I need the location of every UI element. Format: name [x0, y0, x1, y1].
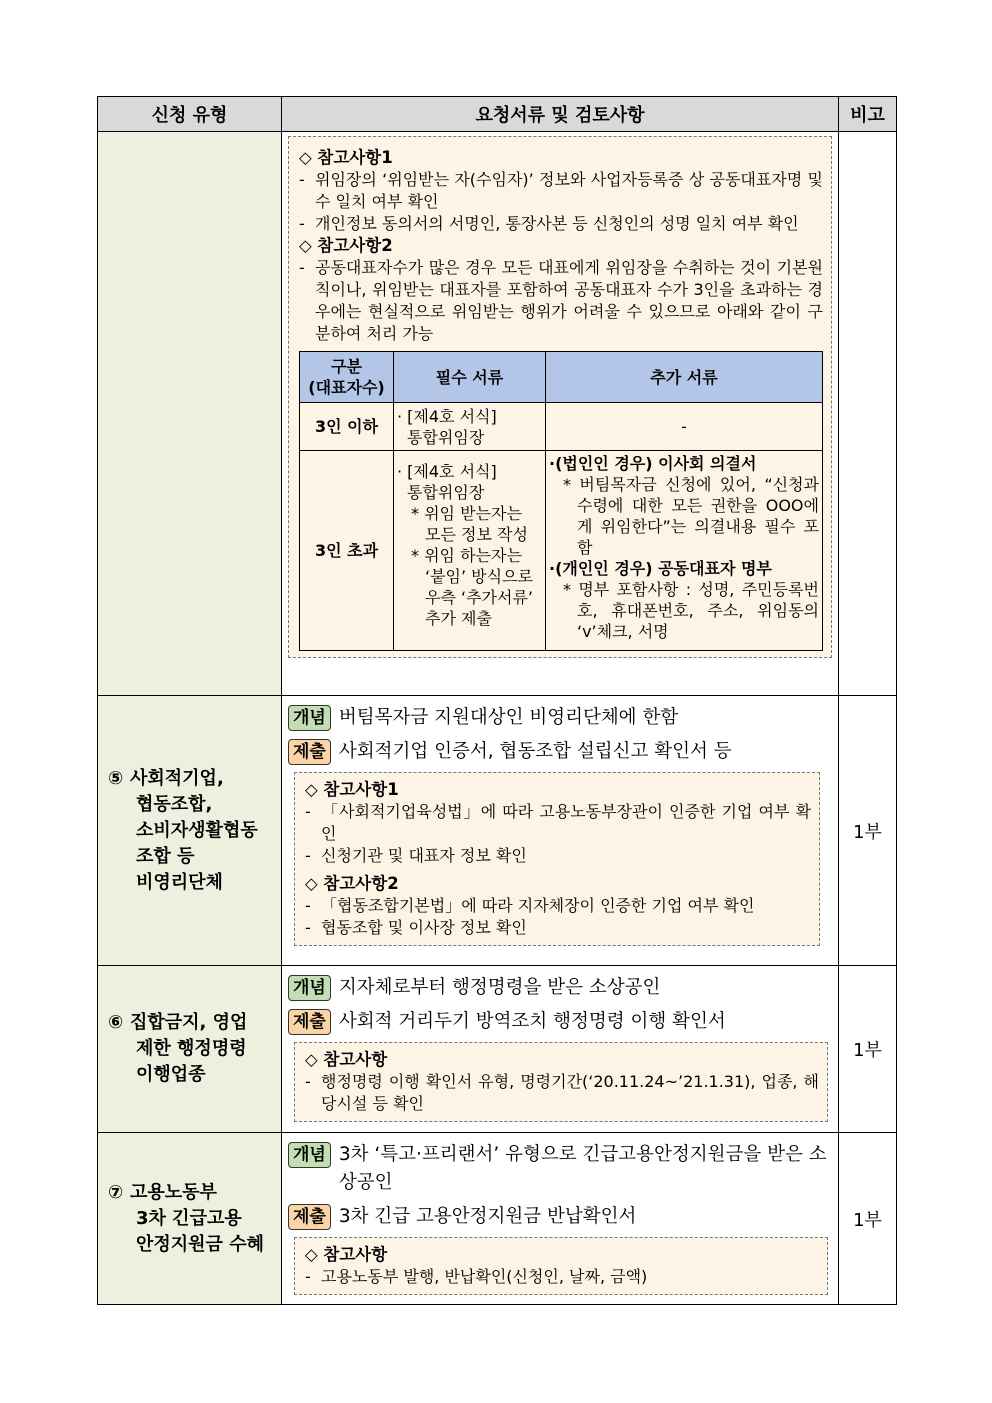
delegation-header-additional: 추가 서류: [546, 352, 823, 403]
note2-item: - 공동대표자수가 많은 경우 모든 대표에게 위임장을 수취하는 것이 기본원칙이나, 위임받는 대표자를 포함하여 공동대표자 수가 3인을 초과하는 경우에는 현실적으로 위임받는 행위가 어려울 수 있으므로 아래와 같이 구분하여 처리 가능: [299, 258, 823, 343]
note1-item: - 위임장의 ‘위임받는 자(수임자)’ 정보와 사업자등록증 상 공동대표자명 및 수 일치 여부 확인: [299, 170, 823, 211]
delegation-row: [300, 451, 823, 651]
table-row-continued: [98, 132, 897, 696]
delegation-row: [300, 403, 823, 451]
concept-tag: 개념: [288, 705, 331, 731]
note-box: [294, 1237, 828, 1295]
concept-tag: 개념: [288, 1142, 331, 1168]
note1-item: - 신청기관 및 대표자 정보 확인: [305, 846, 527, 865]
delegation-table: [299, 351, 823, 651]
bigo-cell: 1부: [839, 1133, 897, 1305]
note-title: ◇ 참고사항: [305, 1050, 388, 1069]
document-table: [97, 96, 897, 1305]
header-docs: 요청서류 및 검토사항: [282, 97, 839, 132]
concept-row: 개념 지자체로부터 행정명령을 받은 소상공인: [288, 974, 832, 1002]
bigo-cell-empty: [839, 132, 897, 696]
docs-cell: [282, 132, 839, 696]
header-note: 비고: [839, 97, 897, 132]
note2-item: - 협동조합 및 이사장 정보 확인: [305, 918, 527, 937]
submit-row: 제출 사회적 거리두기 방역조치 행정명령 이행 확인서: [288, 1008, 832, 1036]
note1-title: ◇ 참고사항1: [305, 780, 399, 799]
delegation-additional: -: [546, 403, 823, 451]
submit-tag: 제출: [288, 1009, 331, 1035]
bigo-cell: 1부: [839, 966, 897, 1133]
type-cell: [98, 966, 282, 1133]
header-row: [98, 97, 897, 132]
table-row-5: [98, 696, 897, 966]
delegation-category: 3인 초과: [300, 451, 394, 651]
type-line: 소비자생활협동: [136, 819, 258, 841]
note1-title: ◇ 참고사항1: [299, 148, 393, 167]
type-line: 이행업종: [136, 1064, 206, 1085]
type-line: 제한 행정명령: [136, 1038, 247, 1059]
note-box: [288, 136, 832, 658]
docs-cell: [282, 696, 839, 966]
delegation-required: · [제4호 서식] 통합위임장 * 위임 받는자는 모든 정보 작성 * 위임 하는자는 ‘붙임’ 방식으로 우측 ‘추가서류’ 추가 제출: [394, 451, 546, 651]
type-cell: [98, 1133, 282, 1305]
concept-tag: 개념: [288, 975, 331, 1001]
note1-item: - 「사회적기업육성법」에 따라 고용노동부장관이 인증한 기업 여부 확인: [305, 802, 811, 843]
table-row-6: [98, 966, 897, 1133]
submit-tag: 제출: [288, 739, 331, 765]
submit-row: 제출 3차 긴급 고용안정지원금 반납확인서: [288, 1203, 832, 1231]
delegation-category: 3인 이하: [300, 403, 394, 451]
note2-title: ◇ 참고사항2: [299, 236, 393, 255]
note-item: - 고용노동부 발행, 반납확인(신청인, 날짜, 금액): [305, 1267, 648, 1286]
delegation-header-category: 구분 (대표자수): [300, 352, 394, 403]
docs-cell: [282, 966, 839, 1133]
delegation-required: · [제4호 서식] 통합위임장: [394, 403, 546, 451]
type-cell: [98, 696, 282, 966]
submit-tag: 제출: [288, 1204, 331, 1230]
delegation-additional: ·(법인인 경우) 이사회 의결서 * 버팀목자금 신청에 있어, “신청과 수령에 대한 모든 권한을 OOO에게 위임한다”는 의결내용 필수 포함 ·(개인인 경우) 공동대표자 명부 * 명부 포함사항 : 성명, 주민등록번호, 휴대폰번호, 주소, 위임동의 ‘v’체크, 서명: [546, 451, 823, 651]
type-cell-empty: [98, 132, 282, 696]
type-line: 안정지원금 수혜: [136, 1233, 264, 1255]
type-line: 비영리단체: [136, 871, 223, 893]
note-title: ◇ 참고사항: [305, 1245, 388, 1264]
delegation-header: [300, 352, 823, 403]
note-box: [294, 1042, 828, 1122]
note1-item: - 개인정보 동의서의 서명인, 통장사본 등 신청인의 성명 일치 여부 확인: [299, 214, 799, 233]
note-box: [294, 772, 820, 946]
submit-row: 제출 사회적기업 인증서, 협동조합 설립신고 확인서 등: [288, 738, 832, 766]
note2-title: ◇ 참고사항2: [305, 874, 399, 893]
type-line: ⑥ 집합금지, 영업: [108, 1012, 248, 1033]
header-type: 신청 유형: [98, 97, 282, 132]
delegation-header-required: 필수 서류: [394, 352, 546, 403]
bigo-cell: 1부: [839, 696, 897, 966]
note-item: - 행정명령 이행 확인서 유형, 명령기간(‘20.11.24~’21.1.31), 업종, 해당시설 등 확인: [305, 1072, 819, 1113]
docs-cell: [282, 1133, 839, 1305]
type-line: 조합 등: [136, 845, 195, 867]
note2-item: - 「협동조합기본법」에 따라 지자체장이 인증한 기업 여부 확인: [305, 896, 755, 915]
table-row-7: [98, 1133, 897, 1305]
type-line: 3차 긴급고용: [136, 1207, 242, 1229]
concept-row: 개념 버팀목자금 지원대상인 비영리단체에 한함: [288, 704, 832, 732]
type-line: ⑦ 고용노동부: [108, 1181, 217, 1203]
type-line: ⑤ 사회적기업,: [108, 767, 224, 789]
concept-row: 개념 3차 ‘특고·프리랜서’ 유형으로 긴급고용안정지원금을 받은 소상공인: [288, 1141, 832, 1197]
type-line: 협동조합,: [136, 793, 213, 815]
